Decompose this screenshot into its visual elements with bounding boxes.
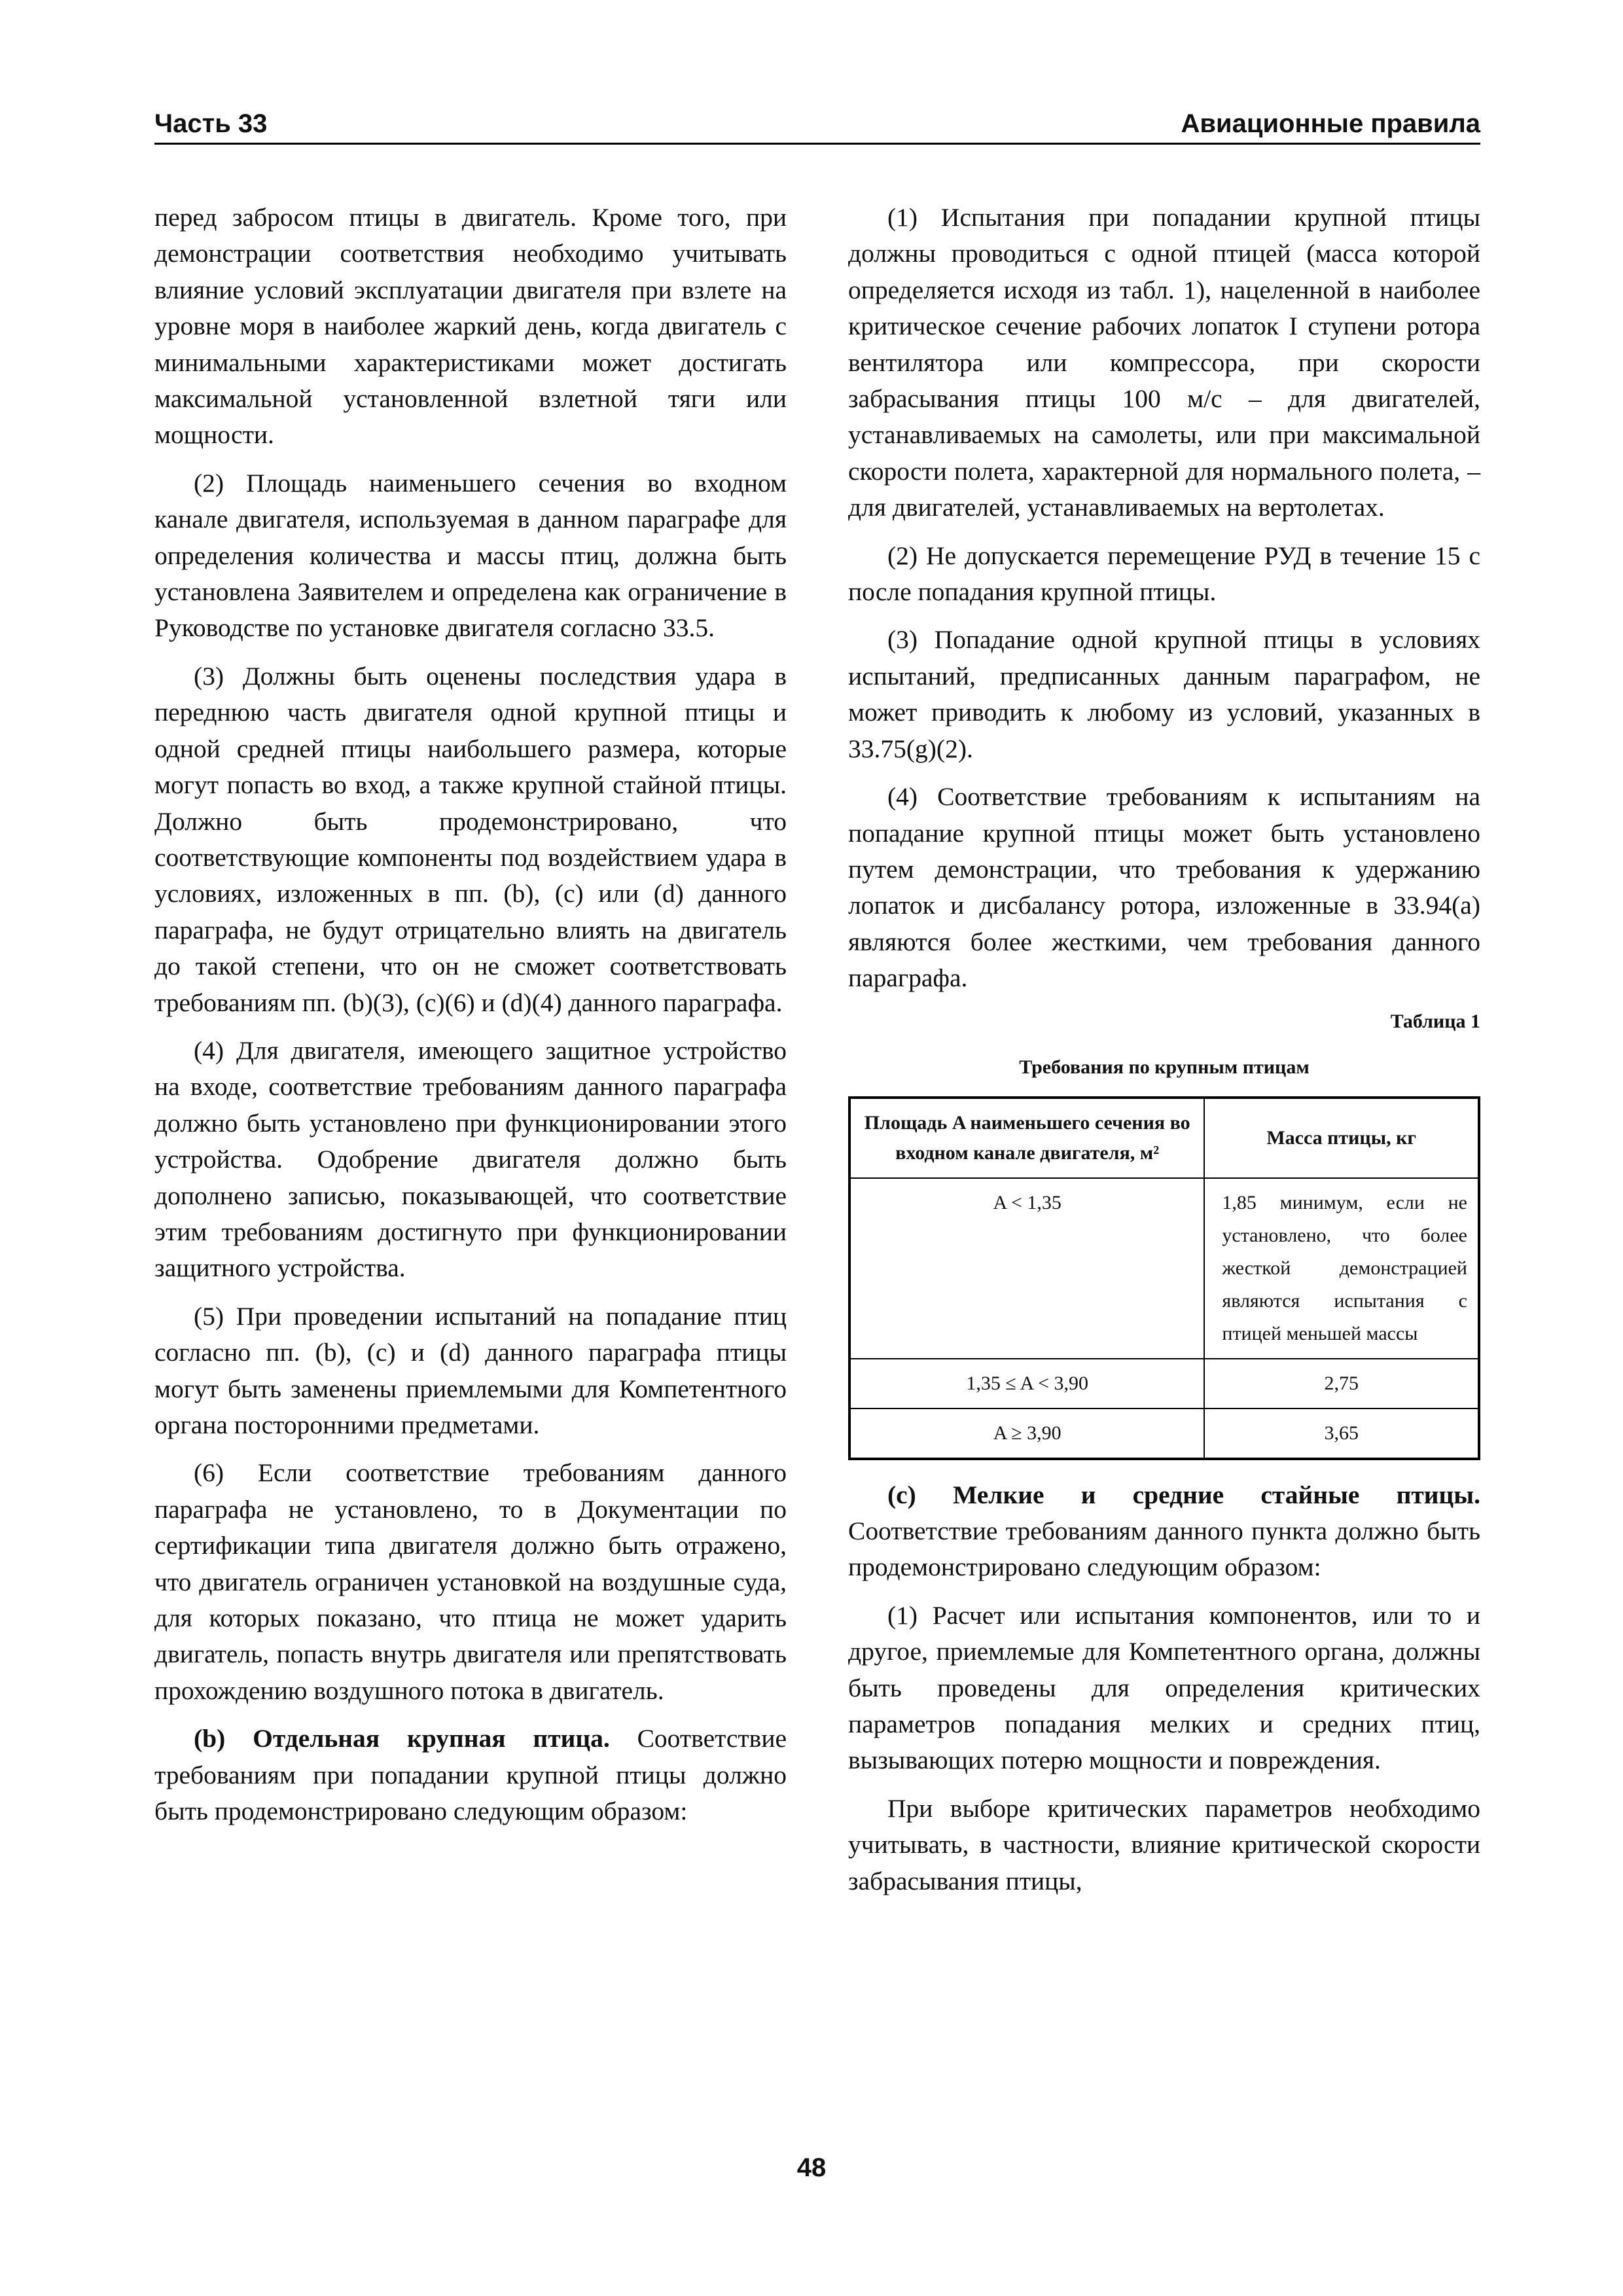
- cell-mass: 3,65: [1204, 1408, 1479, 1459]
- paragraph: (6) Если соответствие требованиям данного параграфа не установлено, то в Документации по сертификации типа двигателя должно быть отражено, что двигатель ограничен установкой на воздушные суда, для которых показано, что птица не может ударить двигатель, попасть внутрь двигателя или препятствовать прохождению воздушного потока в двигатель.: [154, 1458, 787, 1705]
- paragraph: (4) Соответствие требованиям к испытаниям на попадание крупной птицы может быть установлено путем демонстрации, что требования к удержанию лопаток и дисбалансу ротора, изложенные в 33.94(a) являются более жесткими, чем требования данного параграфа.: [848, 782, 1480, 993]
- page-number: 48: [796, 2153, 827, 2182]
- paragraph: При выборе критических параметров необходимо учитывать, в частности, влияние критической скорости забрасывания птицы,: [848, 1793, 1480, 1895]
- paragraph: (3) Попадание одной крупной птицы в условиях испытаний, предписанных данным параграфом, не может приводить к любому из условий, указанных в 33.75(g)(2).: [848, 625, 1480, 763]
- running-header: [154, 103, 1480, 145]
- subsection-heading: (b) Отдельная крупная птица.: [194, 1724, 610, 1753]
- subsection-text: Соответствие требованиям при попадании крупной птицы должно быть продемонстрировано следующим образом:: [154, 1724, 787, 1826]
- bird-requirements-table: [848, 1096, 1480, 1460]
- cell-area: 1,35 ≤ A < 3,90: [849, 1359, 1204, 1408]
- paragraph: (3) Должны быть оценены последствия удара в переднюю часть двигателя одной крупной птицы и одной средней птицы наибольшего размера, которые могут попасть во вход, а также крупной стайной птицы. Должно быть продемонстрировано, что соответствующие компоненты под воздействием удара в условиях, изложенных в пп. (b), (c) или (d) данного параграфа, не будут отрицательно влиять на двигатель до такой степени, что он не сможет соответствовать требованиям пп. (b)(3), (c)(6) и (d)(4) данного параграфа.: [154, 661, 787, 1017]
- left-column: [154, 200, 787, 1841]
- header-part: Часть 33: [154, 109, 268, 138]
- table-title: Требования по крупным птицам: [1019, 1056, 1310, 1078]
- paragraph: (1) Испытания при попадании крупной птицы должны проводиться с одной птицей (масса которой определяется исходя из табл. 1), нацеленной в наиболее критическое сечение рабочих лопаток I ступени ротора вентилятора или компрессора, при скорости забрасывания птицы 100 м/с – для двигателей, устанавливаемых на самолеты, или при максимальной скорости полета, характерной для нормального полета, – для двигателей, устанавливаемых на вертолетах.: [848, 203, 1480, 522]
- table-row: [849, 1178, 1479, 1359]
- cell-area: A < 1,35: [849, 1178, 1204, 1359]
- paragraph: (4) Для двигателя, имеющего защитное устройство на входе, соответствие требованиям данного параграфа должно быть установлено при функционировании этого устройства. Одобрение двигателя должно быть дополнено записью, показывающей, что соответствие этим требованиям достигнуто при функционировании защитного устройства.: [154, 1035, 787, 1283]
- header-cell-area: Площадь A наименьшего сечения во входном канале двигателя, м²: [849, 1098, 1204, 1178]
- table-row: [849, 1359, 1479, 1408]
- table-label: Таблица 1: [1390, 1010, 1480, 1032]
- paragraph: (2) Площадь наименьшего сечения во входном канале двигателя, используемая в данном параграфе для определения количества и массы птиц, должна быть установлена Заявителем и определена как ограничение в Руководстве по установке двигателя согласно 33.5.: [154, 468, 787, 643]
- cell-mass: 2,75: [1204, 1359, 1479, 1408]
- cell-area: A ≥ 3,90: [849, 1408, 1204, 1459]
- paragraph-subsection-c: [848, 1477, 1480, 1586]
- header-cell-mass: Масса птицы, кг: [1204, 1098, 1479, 1178]
- right-column: [848, 200, 1480, 1911]
- subsection-text: Соответствие требованиям данного пункта должно быть продемонстрировано следующим образом:: [848, 1516, 1480, 1582]
- cell-mass: 1,85 минимум, если не установлено, что более жесткой демонстрацией являются испытания с птицей меньшей массы: [1204, 1178, 1479, 1359]
- paragraph: (2) Не допускается перемещение РУД в течение 15 с после попадания крупной птицы.: [848, 541, 1480, 607]
- paragraph: (1) Расчет или испытания компонентов, или то и другое, приемлемые для Компетентного органа, должны быть проведены для определения критических параметров попадания мелких и средних птиц, вызывающих потерю мощности и повреждения.: [848, 1600, 1480, 1775]
- paragraph: перед забросом птицы в двигатель. Кроме того, при демонстрации соответствия необходимо учитывать влияние условий эксплуатации двигателя при взлете на уровне моря в наиболее жаркий день, когда двигатель с минимальными характеристиками может достигать максимальной установленной взлетной тяги или мощности.: [154, 203, 787, 450]
- table-header-row: [849, 1098, 1479, 1178]
- paragraph-subsection-b: [154, 1721, 787, 1829]
- paragraph: (5) При проведении испытаний на попадание птиц согласно пп. (b), (c) и (d) данного параграфа птицы могут быть заменены приемлемыми для Компетентного органа посторонними предметами.: [154, 1301, 787, 1439]
- table-row: [849, 1408, 1479, 1459]
- header-title: Авиационные правила: [1181, 109, 1480, 138]
- subsection-heading: (c) Мелкие и средние стайные птицы.: [887, 1480, 1480, 1509]
